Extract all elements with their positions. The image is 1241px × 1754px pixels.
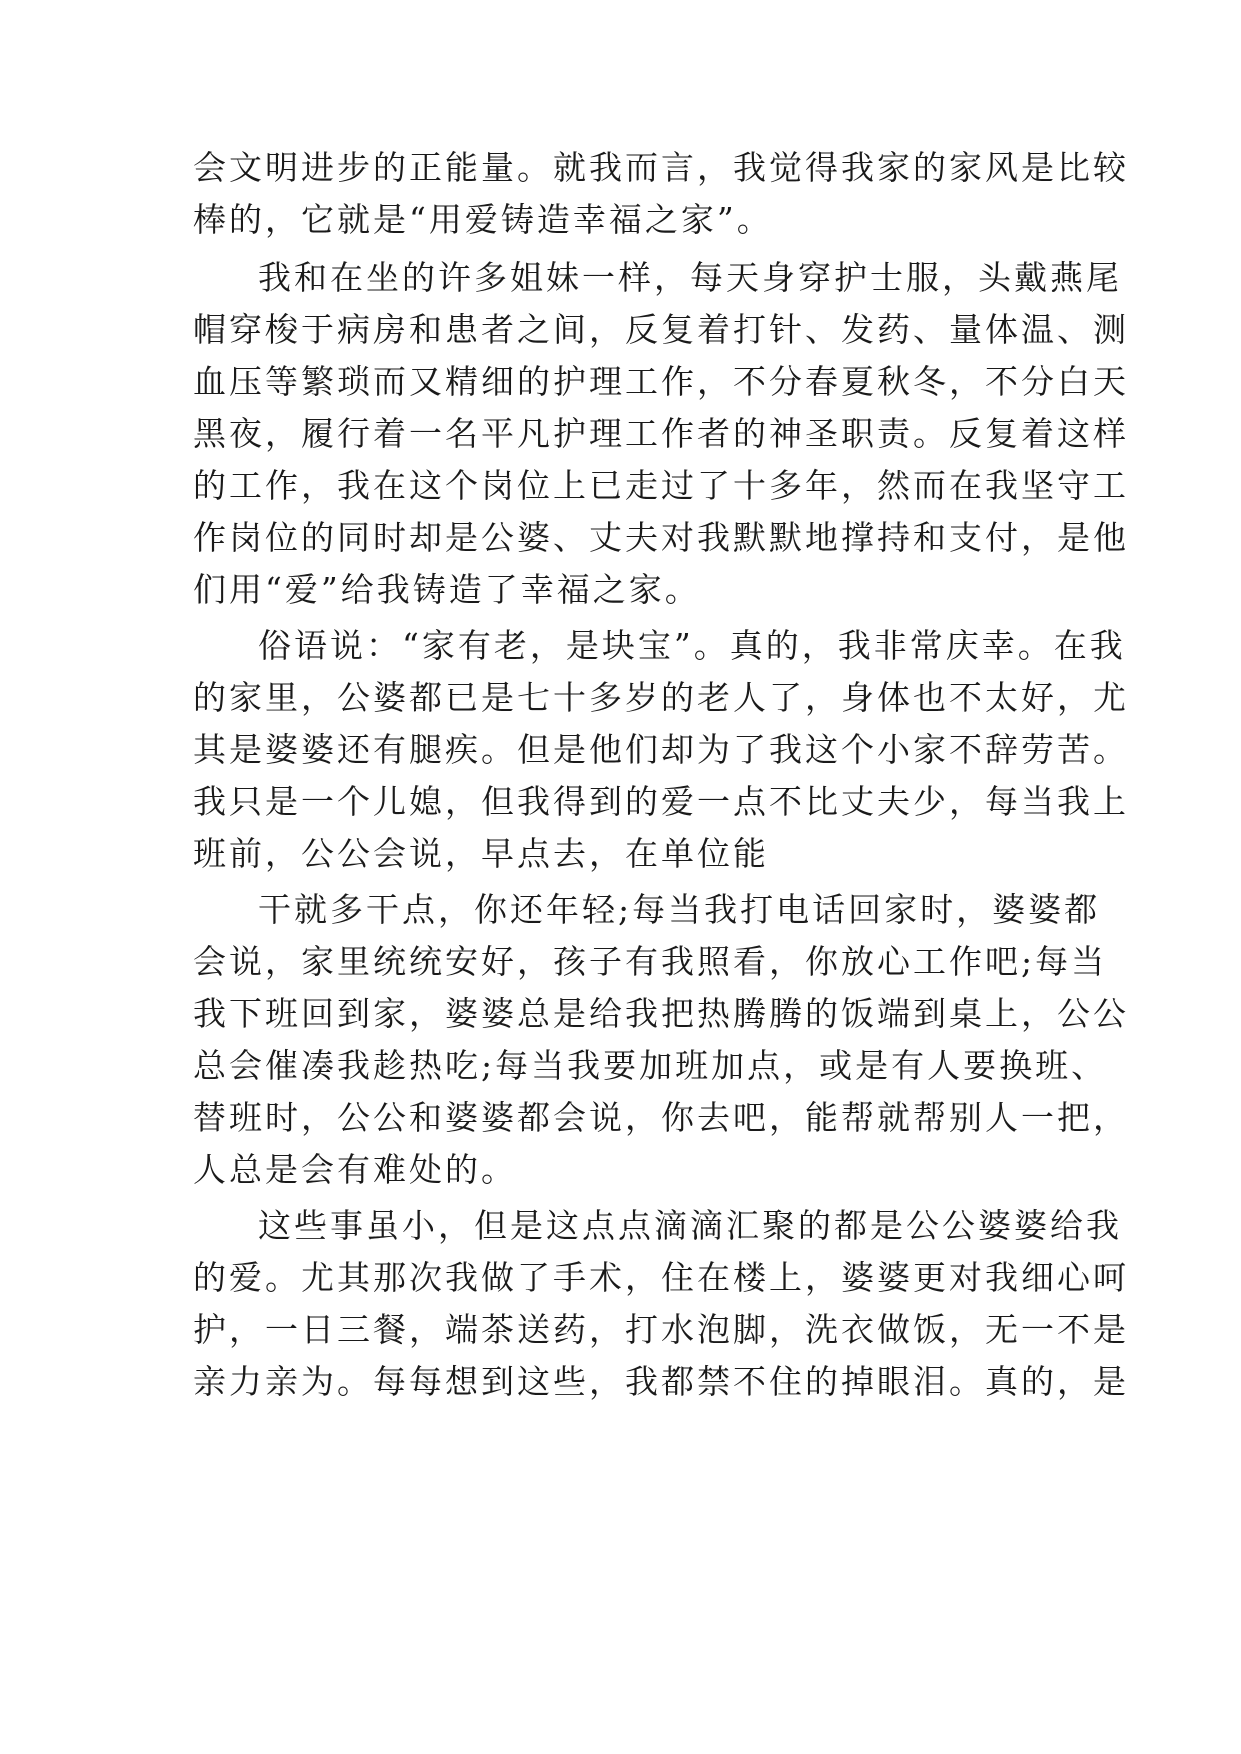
text-line: 我下班回到家，婆婆总是给我把热腾腾的饭端到桌上，公公 — [193, 994, 1129, 1033]
text-line: 总会催凑我趁热吃;每当我要加班加点，或是有人要换班、 — [193, 1046, 1108, 1085]
text-line: 会文明进步的正能量。就我而言，我觉得我家的家风是比较 — [193, 148, 1129, 187]
paragraph-first-line: 这些事虽小，但是这点点滴滴汇聚的都是公公婆婆给我 — [258, 1206, 1122, 1245]
text-line: 的家里，公婆都已是七十多岁的老人了，身体也不太好，尤 — [193, 678, 1129, 717]
text-line: 的工作，我在这个岗位上已走过了十多年，然而在我坚守工 — [193, 466, 1129, 505]
text-line: 们用“爱”给我铸造了幸福之家。 — [193, 570, 701, 609]
text-line: 我只是一个儿媳，但我得到的爱一点不比丈夫少，每当我上 — [193, 782, 1129, 821]
text-line: 作岗位的同时却是公婆、丈夫对我默默地撑持和支付，是他 — [193, 518, 1129, 557]
text-line: 血压等繁琐而又精细的护理工作，不分春夏秋冬，不分白天 — [193, 362, 1129, 401]
text-line: 替班时，公公和婆婆都会说，你去吧，能帮就帮别人一把， — [193, 1098, 1129, 1137]
text-line: 其是婆婆还有腿疾。但是他们却为了我这个小家不辞劳苦。 — [193, 730, 1129, 769]
text-line: 的爱。尤其那次我做了手术，住在楼上，婆婆更对我细心呵 — [193, 1258, 1129, 1297]
text-line: 亲力亲为。每每想到这些，我都禁不住的掉眼泪。真的，是 — [193, 1362, 1129, 1401]
text-line: 班前，公公会说，早点去，在单位能 — [193, 834, 769, 873]
text-line: 人总是会有难处的。 — [193, 1150, 517, 1189]
text-line: 黑夜，履行着一名平凡护理工作者的神圣职责。反复着这样 — [193, 414, 1129, 453]
text-line: 帽穿梭于病房和患者之间，反复着打针、发药、量体温、测 — [193, 310, 1129, 349]
paragraph-first-line: 干就多干点，你还年轻;每当我打电话回家时，婆婆都 — [258, 890, 1101, 929]
text-line: 棒的，它就是“用爱铸造幸福之家”。 — [193, 200, 773, 239]
paragraph-first-line: 我和在坐的许多姐妹一样，每天身穿护士服，头戴燕尾 — [258, 258, 1122, 297]
text-line: 护，一日三餐，端茶送药，打水泡脚，洗衣做饭，无一不是 — [193, 1310, 1129, 1349]
paragraph-first-line: 俗语说：“家有老，是块宝”。真的，我非常庆幸。在我 — [258, 626, 1126, 665]
text-line: 会说，家里统统安好，孩子有我照看，你放心工作吧;每当 — [193, 942, 1108, 981]
